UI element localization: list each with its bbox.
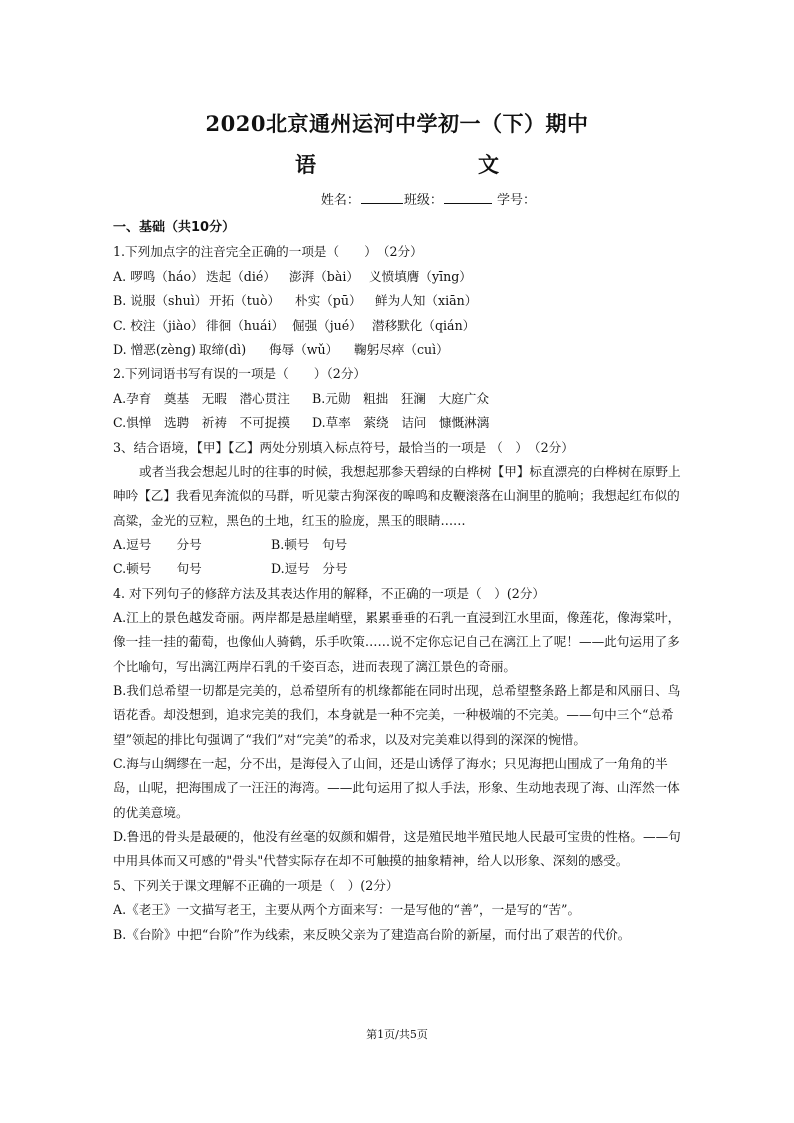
- option-b: B.顿号 句号: [271, 536, 348, 552]
- question-5-option-b: B.《台阶》中把“台阶”作为线索，来反映父亲为了建造高台阶的新屋，而付出了艰苦的代价。: [113, 926, 631, 942]
- question-1-stem: 1.下列加点字的注音完全正确的一项是（ ） （2分）: [113, 244, 423, 260]
- option-word: 澎湃（bài）: [289, 268, 359, 284]
- question-3-options-ab: [113, 533, 685, 557]
- question-2-stem: 2.下列词语书写有误的一项是（ ）（2分）: [113, 366, 367, 382]
- option-word: 徘徊（huái）: [206, 317, 285, 333]
- section-heading: 一、基础（共10分）: [113, 220, 236, 235]
- option-word: 朴实（pū）: [295, 293, 362, 309]
- option-word: 鲜为人知（xiān）: [375, 293, 478, 309]
- name-label: 姓名：: [320, 193, 360, 208]
- question-4-option-b: B.我们总希望一切都是完美的，总希望所有的机缘都能在同时出现，总希望整条路上都是和风丽日、鸟语花香。却没想到，追求完美的我们，本身就是一种不完美，一种极端的不完美。——句中三个“总希望”领起的排比句强调了“我们”对“完美”的希求，以及对完美难以得到的深深的惋惜。: [113, 683, 681, 747]
- option-a: A.逗号 分号: [113, 536, 202, 552]
- option-word: 义愤填膺（yīng）: [369, 268, 472, 284]
- option-a: A.孕育 奠基 无暇 潜心贯注: [113, 390, 290, 406]
- question-1-option-c: [113, 314, 685, 338]
- option-word: D. 憎恶(zèng): [113, 341, 196, 357]
- question-3-options-cd: [113, 557, 685, 581]
- question-2-options-cd: [113, 411, 685, 435]
- number-label: 学号：: [496, 193, 536, 208]
- exam-content: [113, 216, 685, 947]
- option-word: 倔强（jué）: [292, 317, 362, 333]
- name-blank: [361, 191, 403, 204]
- option-c: C.顿号 句号: [113, 561, 202, 577]
- class-blank: [444, 191, 492, 204]
- class-label: 班级：: [403, 193, 443, 208]
- question-5-stem: 5、下列关于课文理解不正确的一项是（ ）(2分）: [113, 878, 399, 894]
- option-d: D.草率 萦绕 诘问 慷慨淋漓: [312, 415, 490, 431]
- option-word: A. 啰鸣（háo）: [113, 268, 204, 284]
- question-2-options-ab: [113, 387, 685, 411]
- page-number: 第1页/共5页: [366, 1028, 428, 1041]
- question-4-stem: 4. 对下列句子的修辞方法及其表达作用的解释，不正确的一项是（ ）(2分）: [113, 585, 545, 601]
- option-word: 取缔(dì): [199, 341, 247, 357]
- option-c: C.惧惮 选聘 祈祷 不可捉摸: [113, 415, 290, 431]
- exam-title: 2020北京通州运河中学初一（下）期中: [205, 111, 589, 136]
- option-word: 鞠躬尽瘁（cuì）: [354, 341, 449, 357]
- option-d: D.逗号 分号: [271, 561, 348, 577]
- question-4-option-d: D.鲁迅的骨头是最硬的，他没有丝毫的奴颜和媚骨，这是殖民地半殖民地人民最可宝贵的性格。——句中用具体而又可感的"骨头"代替实际存在却不可触摸的抽象精神，给人以形象、深刻的感受。: [113, 829, 681, 869]
- question-1-option-a: [113, 265, 685, 289]
- option-word: 开拓（tuò）: [209, 293, 281, 309]
- question-1-option-d: [113, 338, 685, 362]
- option-word: C. 校注（jiào）: [113, 317, 204, 333]
- option-b: B.元勋 粗拙 狂澜 大庭广众: [312, 390, 489, 406]
- question-3-passage: 或者当我会想起儿时的往事的时候，我想起那参天碧绿的白桦树【甲】标直漂亮的白桦树在原野上呻吟【乙】我看见奔流似的马群，听见蒙古狗深夜的嗥鸣和皮鞭滚落在山涧里的脆响；我想起红布似的高粱，金光的豆粒，黑色的土地，红玉的脸庞，黑玉的眼睛……: [113, 463, 681, 528]
- question-1-option-b: [113, 289, 685, 313]
- question-4-option-a: A.江上的景色越发奇丽。两岸都是悬崖峭壁，累累垂垂的石乳一直浸到江水里面，像莲花，像海棠叶，像一挂一挂的葡萄，也像仙人骑鹤，乐手吹策……说不定你忘记自己在漓江上了呢！——此句运用了多个比喻句，写出漓江两岸石乳的千姿百态，进而表现了漓江景色的奇丽。: [113, 610, 681, 674]
- option-word: 迭起（dié）: [206, 268, 276, 284]
- question-4-option-c: C.海与山绸缪在一起，分不出，是海侵入了山间，还是山诱俘了海水；只见海把山围成了一角角的半岛，山呢，把海围成了一汪汪的海湾。——此句运用了拟人手法，形象、生动地表现了海、山浑然一体的优美意境。: [113, 756, 680, 820]
- option-word: 侮辱（wǔ）: [269, 341, 339, 357]
- subject-title: 语 文: [295, 152, 539, 177]
- question-5-option-a: A.《老王》一文描写老王，主要从两个方面来写：一是写他的“善”，一是写的“苦”。: [113, 902, 581, 918]
- option-word: 潜移默化（qián）: [372, 317, 476, 333]
- option-word: B. 说服（shuì）: [113, 293, 208, 309]
- student-info-line: [321, 189, 536, 208]
- question-3-stem: 3、结合语境，【甲】【乙】两处分别填入标点符号，最恰当的一项是 （ ） （2分）: [113, 439, 574, 455]
